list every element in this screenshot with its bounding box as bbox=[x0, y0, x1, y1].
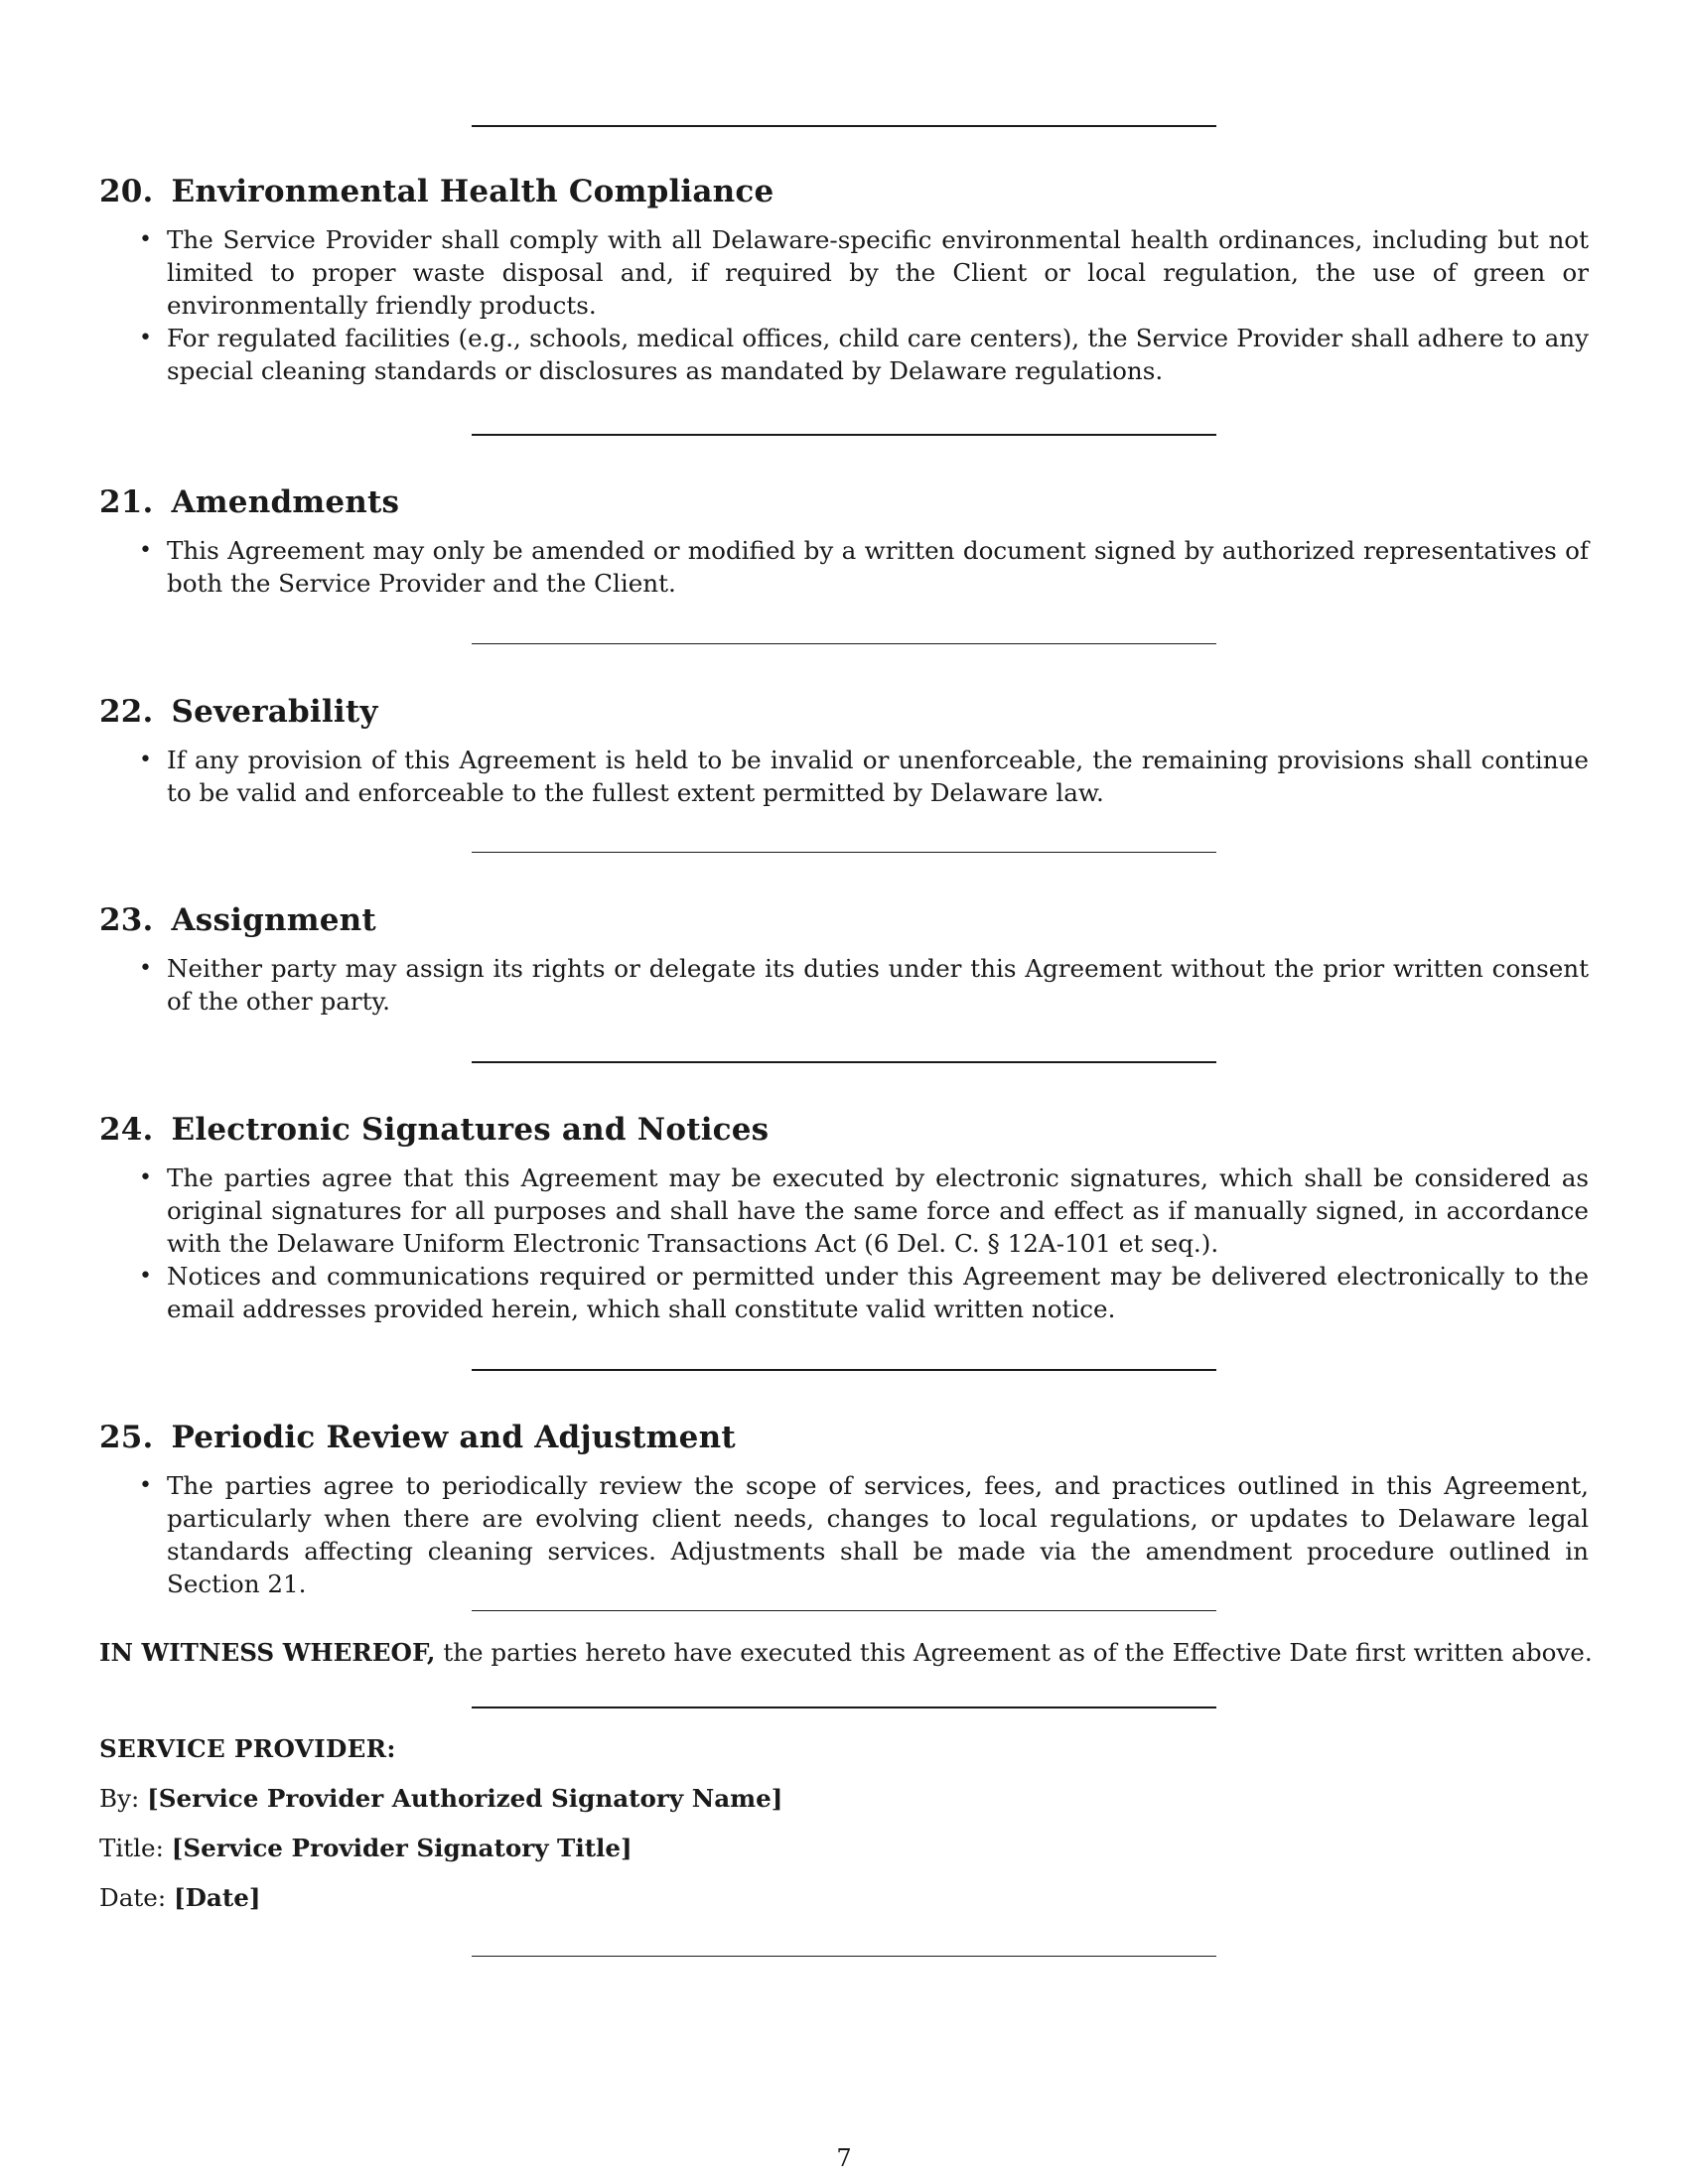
section-number: 20. bbox=[99, 174, 154, 209]
date-label: Date: bbox=[99, 1883, 174, 1912]
section-25 bbox=[99, 1418, 1589, 1600]
section-title: Periodic Review and Adjustment bbox=[171, 1420, 736, 1455]
by-label: By: bbox=[99, 1784, 148, 1813]
document-page bbox=[99, 0, 1593, 2184]
bullet-list bbox=[99, 744, 1589, 809]
witness-clause bbox=[99, 1636, 1599, 1669]
title-label: Title: bbox=[99, 1834, 172, 1862]
section-divider bbox=[472, 643, 1216, 644]
section-title: Assignment bbox=[171, 902, 376, 938]
section-23 bbox=[99, 900, 1589, 1018]
signature-date: [Date] bbox=[173, 1883, 261, 1912]
witness-text: the parties hereto have executed this Agreement as of the Effective Date first written above. bbox=[435, 1638, 1593, 1667]
list-item: • The parties agree that this Agreement may be executed by electronic signatures, which shall be considered as original signatures for all purposes and shall have the same force and effect as if manually signed, in accordance with the Delaware Uniform Electronic Transactions Act (6 Del. C. § 12A-101 et seq.). bbox=[167, 1161, 1589, 1260]
list-item: • If any provision of this Agreement is held to be invalid or unenforceable, the remaining provisions shall continue to be valid and enforceable to the fullest extent permitted by Delaware law. bbox=[167, 744, 1589, 809]
section-divider bbox=[472, 1369, 1216, 1371]
section-divider bbox=[472, 1956, 1216, 1957]
bullet-list bbox=[99, 952, 1589, 1018]
section-20 bbox=[99, 172, 1589, 387]
list-item: • The parties agree to periodically review the scope of services, fees, and practices outlined in this Agreement, particularly when there are evolving client needs, changes to local regulations, or updates to Delaware legal standards affecting cleaning services. Adjustments shall be made via the amendment procedure outlined in Section 21. bbox=[167, 1469, 1589, 1600]
section-divider bbox=[472, 1610, 1216, 1611]
section-heading bbox=[99, 692, 1589, 732]
section-divider bbox=[472, 125, 1216, 127]
section-heading bbox=[99, 1418, 1589, 1457]
list-item: • The Service Provider shall comply with all Delaware-specific environmental health ordinances, including but not limited to proper waste disposal and, if required by the Client or local regulation, the use of green or environmentally friendly products. bbox=[167, 223, 1589, 322]
witness-lead: IN WITNESS WHEREOF, bbox=[99, 1638, 436, 1667]
section-number: 25. bbox=[99, 1420, 154, 1455]
signature-block bbox=[99, 1732, 1589, 1931]
section-24 bbox=[99, 1110, 1589, 1325]
section-heading bbox=[99, 482, 1589, 522]
section-title: Electronic Signatures and Notices bbox=[171, 1112, 770, 1148]
section-divider bbox=[472, 1061, 1216, 1063]
section-number: 23. bbox=[99, 902, 154, 938]
signature-date-line bbox=[99, 1881, 1589, 1914]
section-divider bbox=[472, 434, 1216, 436]
section-number: 21. bbox=[99, 484, 154, 520]
section-number: 22. bbox=[99, 694, 154, 730]
signatory-title-line bbox=[99, 1832, 1589, 1864]
bullet-list bbox=[99, 1469, 1589, 1600]
bullet-list bbox=[99, 534, 1589, 600]
section-title: Amendments bbox=[171, 484, 400, 520]
section-21 bbox=[99, 482, 1589, 600]
section-title: Severability bbox=[171, 694, 378, 730]
bullet-list bbox=[99, 1161, 1589, 1325]
section-divider bbox=[472, 852, 1216, 853]
list-item: • For regulated facilities (e.g., schools, medical offices, child care centers), the Service Provider shall adhere to any special cleaning standards or disclosures as mandated by Delaware regulations. bbox=[167, 322, 1589, 387]
section-22 bbox=[99, 692, 1589, 809]
page-number: 7 bbox=[836, 2144, 852, 2172]
section-title: Environmental Health Compliance bbox=[171, 174, 774, 209]
list-item: • This Agreement may only be amended or modified by a written document signed by authorized representatives of both the Service Provider and the Client. bbox=[167, 534, 1589, 600]
section-heading bbox=[99, 1110, 1589, 1150]
section-number: 24. bbox=[99, 1112, 154, 1148]
list-item: • Notices and communications required or permitted under this Agreement may be delivered electronically to the email addresses provided herein, which shall constitute valid written notice. bbox=[167, 1260, 1589, 1325]
signatory-name-line bbox=[99, 1782, 1589, 1815]
section-heading bbox=[99, 900, 1589, 940]
signature-heading: SERVICE PROVIDER: bbox=[99, 1734, 396, 1763]
list-item: • Neither party may assign its rights or delegate its duties under this Agreement without the prior written consent of the other party. bbox=[167, 952, 1589, 1018]
signatory-title: [Service Provider Signatory Title] bbox=[171, 1834, 633, 1862]
section-divider bbox=[472, 1706, 1216, 1708]
section-heading bbox=[99, 172, 1589, 211]
bullet-list bbox=[99, 223, 1589, 387]
signatory-name: [Service Provider Authorized Signatory Name] bbox=[147, 1784, 783, 1813]
